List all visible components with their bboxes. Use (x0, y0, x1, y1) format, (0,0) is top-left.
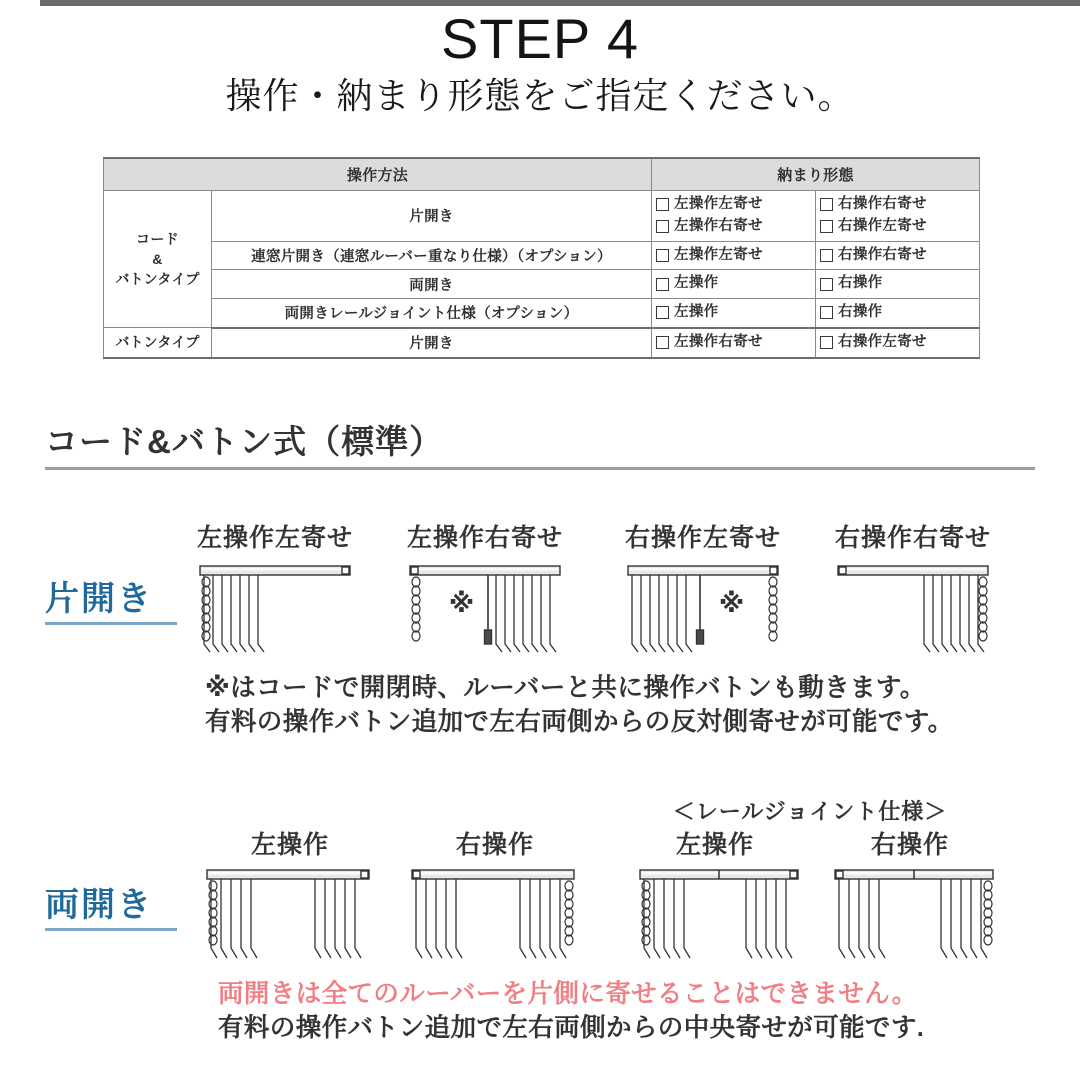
caption-double-right-op: 右操作 (455, 831, 534, 859)
cell-method-katahiraki: 片開き (212, 191, 652, 242)
option-row[interactable] (820, 216, 975, 238)
option-row[interactable] (820, 332, 975, 354)
option-label: 右操作左寄せ (838, 217, 927, 234)
section-heading-cord-baton (45, 425, 1035, 470)
note-single-line-2: 有料の操作バトン追加で左右両側からの反対側寄せが可能です。 (205, 707, 954, 736)
table-row (104, 191, 980, 242)
cell-left-options (652, 241, 816, 270)
option-label: 左操作右寄せ (674, 217, 763, 234)
caption-right-op-left-stack: 右操作左寄せ (624, 524, 781, 552)
cell-right-options (816, 191, 980, 242)
header-fit: 納まり形態 (652, 158, 980, 191)
option-label: 左操作右寄せ (674, 333, 763, 350)
note-single-open (205, 672, 1035, 739)
diagram-double-left-op (195, 862, 390, 967)
cell-left-options (652, 299, 816, 328)
cell-right-options (816, 328, 980, 358)
option-label: 右操作右寄せ (838, 246, 927, 263)
option-row[interactable] (656, 245, 811, 267)
diagram-left-op-left-stack (180, 558, 370, 658)
table-row (104, 270, 980, 299)
label-single-open (45, 582, 177, 625)
caption-double-left-op: 左操作 (250, 831, 329, 859)
diagram-right-op-left-stack (608, 558, 798, 658)
checkbox-icon[interactable] (656, 278, 669, 291)
caption-joint-right-op: 右操作 (870, 831, 949, 859)
cell-right-options (816, 241, 980, 270)
option-label: 左操作 (674, 304, 719, 320)
checkbox-icon[interactable] (820, 198, 833, 211)
checkbox-icon[interactable] (820, 249, 833, 262)
page-subtitle: 操作・納まり形態をご指定ください。 (225, 74, 855, 116)
note-single-line-1: ※はコードで開閉時、ルーバーと共に操作バトンも動きます。 (205, 674, 926, 702)
spec-table-wrapper (103, 157, 979, 359)
cell-type-baton: バトンタイプ (104, 328, 212, 358)
caption-joint-left-op: 左操作 (675, 831, 754, 859)
checkbox-icon[interactable] (656, 336, 669, 349)
checkbox-icon[interactable] (656, 220, 669, 233)
option-label: 右操作左寄せ (838, 333, 927, 350)
option-label: 左操作 (674, 275, 719, 292)
label-single-open-underline (45, 622, 177, 625)
caption-right-op-right-stack: 右操作右寄せ (834, 524, 991, 552)
option-row[interactable] (820, 245, 975, 267)
checkbox-icon[interactable] (656, 249, 669, 262)
option-label: 右操作右寄せ (838, 196, 927, 212)
option-row[interactable] (820, 302, 975, 324)
caption-left-op-right-stack: 左操作右寄せ (406, 524, 563, 552)
cell-method-ryouhiraki: 両開き (212, 270, 652, 299)
cell-method-rail-joint: 両開きレールジョイント仕様（オプション） (212, 299, 652, 328)
caption-left-op-left-stack: 左操作左寄せ (196, 524, 353, 552)
cell-right-options (816, 270, 980, 299)
checkbox-icon[interactable] (820, 220, 833, 233)
checkbox-icon[interactable] (820, 336, 833, 349)
checkbox-icon[interactable] (656, 198, 669, 211)
note-double-open (218, 978, 1048, 1045)
type-line-2: & (152, 250, 163, 267)
note-double-warning: 両開きは全てのルーバーを片側に寄せることはできません。 (218, 980, 918, 1008)
note-double-line-2: 有料の操作バトン追加で左右両側からの中央寄せが可能です. (218, 1013, 925, 1042)
cell-left-options (652, 191, 816, 242)
section-divider (45, 467, 1035, 470)
label-double-open-text: 両開き (45, 886, 153, 924)
cell-left-options (652, 270, 816, 299)
spec-table (103, 157, 980, 359)
label-double-open (45, 888, 177, 931)
page-title: STEP 4 (441, 7, 639, 70)
option-label: 右操作 (838, 304, 883, 320)
table-header-row (104, 158, 980, 191)
cell-right-options (816, 299, 980, 328)
table-row (104, 299, 980, 328)
cell-method-rensou: 連窓片開き（連窓ルーバー重なり仕様）（オプション） (212, 241, 652, 270)
header-method: 操作方法 (104, 158, 652, 191)
checkbox-icon[interactable] (820, 306, 833, 319)
type-line-1: コード (136, 230, 179, 247)
diagram-right-op-right-stack (818, 558, 1008, 658)
option-row[interactable] (656, 194, 811, 216)
label-single-open-text: 片開き (45, 580, 153, 618)
diagram-joint-right-op (825, 862, 1010, 967)
asterisk-mark-right: ※ (718, 588, 746, 618)
option-row[interactable] (820, 273, 975, 295)
rail-joint-group-header: ＜レールジョイント仕様＞ (672, 799, 948, 824)
cell-method-katahiraki-baton: 片開き (212, 328, 652, 358)
option-row[interactable] (820, 194, 975, 216)
diagram-joint-left-op (630, 862, 815, 967)
label-double-open-underline (45, 928, 177, 931)
diagram-double-right-op (400, 862, 595, 967)
page-header (0, 7, 1080, 118)
option-label: 左操作左寄せ (674, 196, 763, 212)
checkbox-icon[interactable] (656, 306, 669, 319)
asterisk-mark-left: ※ (448, 588, 476, 618)
cell-type-cord-baton (104, 191, 212, 328)
diagram-left-op-right-stack (390, 558, 580, 658)
option-row[interactable] (656, 273, 811, 295)
checkbox-icon[interactable] (820, 278, 833, 291)
option-row[interactable] (656, 216, 811, 238)
option-label: 右操作 (838, 275, 883, 292)
cell-left-options (652, 328, 816, 358)
type-line-3: バトンタイプ (115, 271, 200, 288)
option-label: 左操作左寄せ (674, 246, 763, 263)
section-heading-text: コード&バトン式（標準） (45, 423, 444, 460)
table-row (104, 328, 980, 358)
top-accent-bar (40, 0, 1080, 6)
table-row (104, 241, 980, 270)
option-row[interactable] (656, 332, 811, 354)
option-row[interactable] (656, 302, 811, 324)
